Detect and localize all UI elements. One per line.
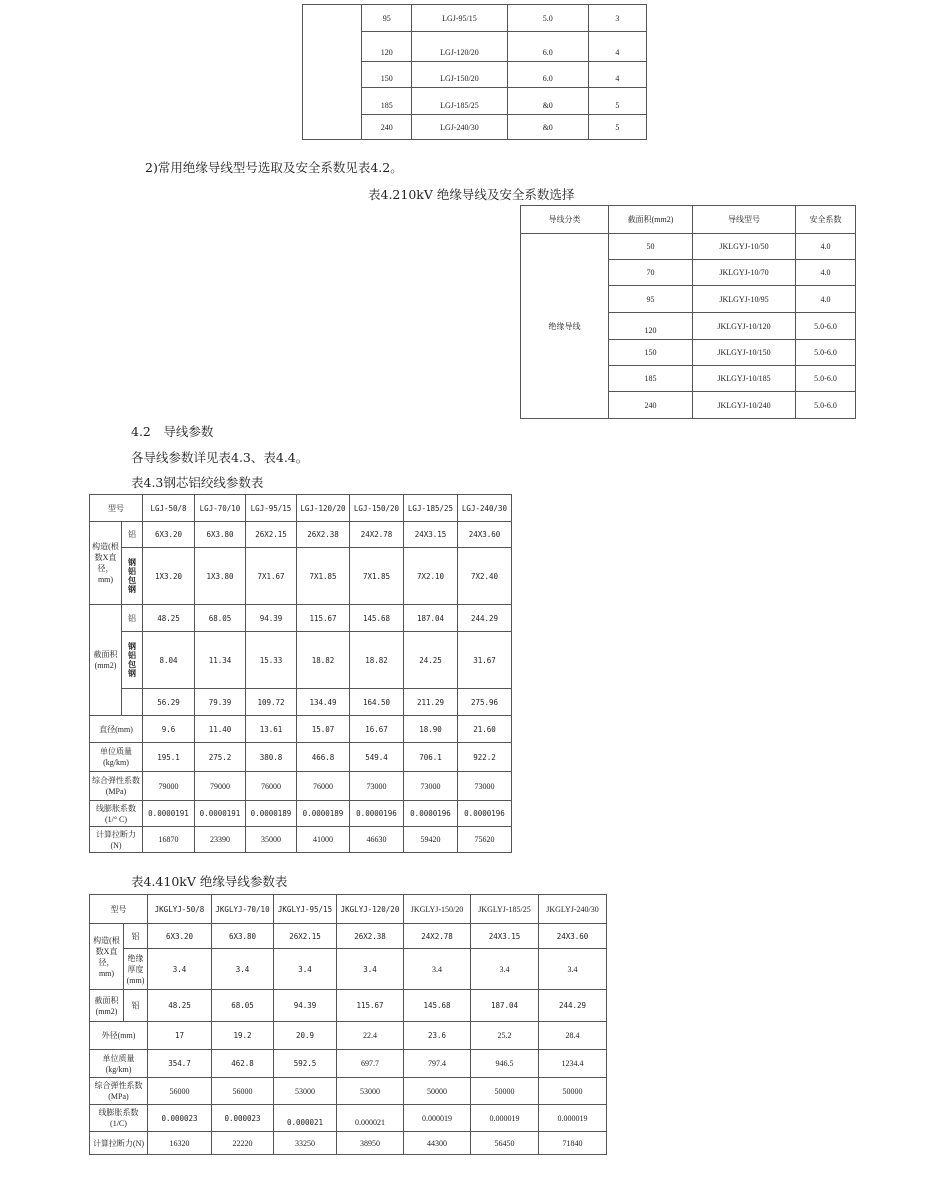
header-category: 导线分类	[521, 206, 609, 234]
cell: 3.4	[148, 949, 212, 990]
cell: 6.0	[507, 32, 588, 62]
cell: 0.000023	[212, 1105, 274, 1132]
empty-cell	[122, 689, 143, 716]
cell: 23.6	[404, 1022, 471, 1050]
model-name: JKGLYJ-240/30	[539, 895, 607, 924]
breaking-label: 计算拉断力(N)	[90, 827, 143, 853]
cell: 56000	[212, 1078, 274, 1105]
cell: 68.05	[195, 605, 246, 632]
cell: 53000	[337, 1078, 404, 1105]
cell: 244.29	[458, 605, 512, 632]
model-name: LGJ-185/25	[404, 495, 458, 522]
cell: 18.82	[297, 632, 350, 689]
cell: 0.0000191	[195, 801, 246, 827]
cell: 76000	[297, 772, 350, 801]
cell: 28.4	[539, 1022, 607, 1050]
cell: 50	[609, 234, 693, 260]
cell: 25.2	[471, 1022, 539, 1050]
section-heading: 4.2 导线参数	[131, 424, 214, 439]
cell: 73000	[458, 772, 512, 801]
cell: 24.25	[404, 632, 458, 689]
category-insulated: 绝缘导线	[521, 234, 609, 419]
cell: 1X3.20	[143, 548, 195, 605]
cell: 56.29	[143, 689, 195, 716]
cell: 16320	[148, 1132, 212, 1155]
acsr-parameter-table	[89, 494, 512, 853]
cell: 73000	[404, 772, 458, 801]
cell: 26X2.15	[246, 522, 297, 548]
paragraph-insulated-selection: 2)常用绝缘导线型号选取及安全系数见表4.2。	[145, 160, 403, 175]
cell: 120	[609, 313, 693, 340]
cell: 0.0000189	[297, 801, 350, 827]
mass-label: 单位质量(kg/km)	[90, 743, 143, 772]
cell: 13.61	[246, 716, 297, 743]
construction-label: 构造(根数X直径，mm)	[90, 522, 122, 605]
cell: 11.34	[195, 632, 246, 689]
cell: 35000	[246, 827, 297, 853]
cell: 0.0000189	[246, 801, 297, 827]
cell: 26X2.38	[337, 924, 404, 949]
model-label: 型号	[90, 495, 143, 522]
modulus-label: 综合弹性系数(MPa)	[90, 1078, 148, 1105]
diameter-label: 直径(mm)	[90, 716, 143, 743]
cell: JKLGYJ-10/150	[693, 340, 796, 366]
cell: 4	[588, 62, 646, 88]
cell: 73000	[350, 772, 404, 801]
cell: 6X3.20	[143, 522, 195, 548]
cell: 797.4	[404, 1050, 471, 1078]
cell: 17	[148, 1022, 212, 1050]
cell: 4	[588, 32, 646, 62]
model-name: JKGLYJ-70/10	[212, 895, 274, 924]
cell: 5.0-6.0	[796, 313, 856, 340]
cell: 19.2	[212, 1022, 274, 1050]
cell: 6.0	[507, 62, 588, 88]
cell: 6X3.20	[148, 924, 212, 949]
cell: 5.0	[507, 5, 588, 32]
cell: 95	[609, 286, 693, 313]
cell: 94.39	[246, 605, 297, 632]
cell: 79.39	[195, 689, 246, 716]
cell: JKLGYJ-10/95	[693, 286, 796, 313]
model-name: LGJ-70/10	[195, 495, 246, 522]
cell: 24X2.78	[350, 522, 404, 548]
aluminum-label: 铝	[122, 522, 143, 548]
cell: 20.9	[274, 1022, 337, 1050]
table-4-2-caption: 表4.210kV 绝缘导线及安全系数选择	[368, 187, 575, 202]
cell: 3.4	[404, 949, 471, 990]
cell: 946.5	[471, 1050, 539, 1078]
cell: LGJ-150/20	[412, 62, 507, 88]
cell: 3.4	[337, 949, 404, 990]
cell: 109.72	[246, 689, 297, 716]
cell: 244.29	[539, 990, 607, 1022]
cell: 79000	[195, 772, 246, 801]
cell: 7X1.67	[246, 548, 297, 605]
cell: 150	[362, 62, 412, 88]
cell: LGJ-185/25	[412, 88, 507, 115]
cell: 7X2.10	[404, 548, 458, 605]
cell: LGJ-95/15	[412, 5, 507, 32]
cell: LGJ-240/30	[412, 115, 507, 140]
cell: JKLGYJ-10/120	[693, 313, 796, 340]
cell: LGJ-120/20	[412, 32, 507, 62]
cell: JKLGYJ-10/70	[693, 260, 796, 286]
cell: 164.50	[350, 689, 404, 716]
cell: 18.82	[350, 632, 404, 689]
cell: 8.04	[143, 632, 195, 689]
cell: 0.000019	[471, 1105, 539, 1132]
cell: 187.04	[404, 605, 458, 632]
cell: 462.8	[212, 1050, 274, 1078]
cell: 15.33	[246, 632, 297, 689]
cell: 24X2.78	[404, 924, 471, 949]
cell: 50000	[404, 1078, 471, 1105]
cell: 21.60	[458, 716, 512, 743]
cell: 59420	[404, 827, 458, 853]
area-label: 截面积(mm2)	[90, 990, 124, 1022]
table-4-4-caption: 表4.410kV 绝缘导线参数表	[131, 874, 288, 889]
cell: 211.29	[404, 689, 458, 716]
cell: 145.68	[350, 605, 404, 632]
cell: 3.4	[212, 949, 274, 990]
cell: 24X3.15	[471, 924, 539, 949]
model-name: JKGLYJ-95/15	[274, 895, 337, 924]
cell: 3.4	[539, 949, 607, 990]
cell: 24X3.60	[458, 522, 512, 548]
cell: 7X1.85	[297, 548, 350, 605]
cell: 134.49	[297, 689, 350, 716]
insulated-parameter-table	[89, 894, 607, 1155]
cell: 7X2.40	[458, 548, 512, 605]
cell: 33250	[274, 1132, 337, 1155]
cell: 1234.4	[539, 1050, 607, 1078]
cell: 5	[588, 88, 646, 115]
cell: JKLGYJ-10/185	[693, 366, 796, 392]
model-name: LGJ-120/20	[297, 495, 350, 522]
cell: 95	[362, 5, 412, 32]
cell: 0.0000196	[404, 801, 458, 827]
cell: 3.4	[471, 949, 539, 990]
expansion-label: 线膨胀系数(1/C)	[90, 1105, 148, 1132]
cell: 185	[609, 366, 693, 392]
cell: &0	[507, 115, 588, 140]
cell: 380.8	[246, 743, 297, 772]
model-name: LGJ-150/20	[350, 495, 404, 522]
cell: 94.39	[274, 990, 337, 1022]
cell: 46630	[350, 827, 404, 853]
modulus-label: 综合弹性系数(MPa)	[90, 772, 143, 801]
cell: 354.7	[148, 1050, 212, 1078]
header-model: 导线型号	[693, 206, 796, 234]
cell: 79000	[143, 772, 195, 801]
cell: 549.4	[350, 743, 404, 772]
cell: 76000	[246, 772, 297, 801]
cell: 70	[609, 260, 693, 286]
cell: 592.5	[274, 1050, 337, 1078]
cell: 1X3.80	[195, 548, 246, 605]
cell: 240	[362, 115, 412, 140]
cell: 4.0	[796, 286, 856, 313]
cell: 275.96	[458, 689, 512, 716]
cell: 56000	[148, 1078, 212, 1105]
cell: 5.0-6.0	[796, 340, 856, 366]
aluminum-label: 铝	[124, 990, 148, 1022]
cell: JKLGYJ-10/50	[693, 234, 796, 260]
cell: 5.0-6.0	[796, 366, 856, 392]
cell: JKLGYJ-10/240	[693, 392, 796, 419]
model-name: JKGLYJ-120/20	[337, 895, 404, 924]
cell: 48.25	[143, 605, 195, 632]
cell: 41000	[297, 827, 350, 853]
cell: 6X3.80	[195, 522, 246, 548]
cell: 466.8	[297, 743, 350, 772]
mass-label: 单位质量(kg/km)	[90, 1050, 148, 1078]
cell: 5	[588, 115, 646, 140]
model-name: JKGLYJ-185/25	[471, 895, 539, 924]
cell: 922.2	[458, 743, 512, 772]
cell: 50000	[471, 1078, 539, 1105]
model-name: LGJ-50/8	[143, 495, 195, 522]
cell: 68.05	[212, 990, 274, 1022]
cell: 22220	[212, 1132, 274, 1155]
cell: 185	[362, 88, 412, 115]
model-name: JKGLYJ-50/8	[148, 895, 212, 924]
cell: 115.67	[297, 605, 350, 632]
category-cell	[303, 5, 362, 140]
construction-label: 构造(根数X直径，mm)	[90, 924, 124, 990]
model-name: JKGLYJ-150/20	[404, 895, 471, 924]
cell: 240	[609, 392, 693, 419]
area-label: 截面积(mm2)	[90, 605, 122, 716]
cell: 187.04	[471, 990, 539, 1022]
cell: 115.67	[337, 990, 404, 1022]
cell: 38950	[337, 1132, 404, 1155]
model-name: LGJ-95/15	[246, 495, 297, 522]
cell: 697.7	[337, 1050, 404, 1078]
outer-diameter-label: 外径(mm)	[90, 1022, 148, 1050]
cell: 16.67	[350, 716, 404, 743]
cell: 16870	[143, 827, 195, 853]
aluminum-label: 铝	[122, 605, 143, 632]
cell: 44300	[404, 1132, 471, 1155]
aluminum-label: 铝	[124, 924, 148, 949]
cell: 75620	[458, 827, 512, 853]
cell: 4.0	[796, 260, 856, 286]
steel-label	[122, 548, 143, 605]
cell: 6X3.80	[212, 924, 274, 949]
expansion-label: 线膨胀系数(1/° C)	[90, 801, 143, 827]
cell: 48.25	[148, 990, 212, 1022]
cell: 0.000023	[148, 1105, 212, 1132]
model-label: 型号	[90, 895, 148, 924]
model-name: LGJ-240/30	[458, 495, 512, 522]
cell: 3	[588, 5, 646, 32]
header-area: 截面积(mm2)	[609, 206, 693, 234]
cell: 195.1	[143, 743, 195, 772]
cell: 0.0000191	[143, 801, 195, 827]
cell: 0.000021	[337, 1105, 404, 1132]
cell: 56450	[471, 1132, 539, 1155]
cell: 3.4	[274, 949, 337, 990]
cell: 706.1	[404, 743, 458, 772]
insulated-safety-table	[520, 205, 856, 419]
cell: 26X2.15	[274, 924, 337, 949]
steel-label-text: 钢铝包钢	[128, 641, 136, 678]
cell: 26X2.38	[297, 522, 350, 548]
cell: 15.07	[297, 716, 350, 743]
cell: 0.000019	[539, 1105, 607, 1132]
cell: 0.0000196	[350, 801, 404, 827]
steel-core-safety-table-continued	[302, 4, 647, 140]
cell: 5.0-6.0	[796, 392, 856, 419]
cell: 11.40	[195, 716, 246, 743]
cell: 22.4	[337, 1022, 404, 1050]
cell: 120	[362, 32, 412, 62]
cell: 275.2	[195, 743, 246, 772]
cell: 150	[609, 340, 693, 366]
cell: 50000	[539, 1078, 607, 1105]
cell: 9.6	[143, 716, 195, 743]
cell: 0.000021	[274, 1105, 337, 1132]
cell: 4.0	[796, 234, 856, 260]
cell: 53000	[274, 1078, 337, 1105]
table-4-3-caption: 表4.3钢芯铝绞线参数表	[131, 475, 264, 490]
cell: 31.67	[458, 632, 512, 689]
steel-label-text: 钢铝包钢	[128, 557, 136, 594]
cell: 18.90	[404, 716, 458, 743]
breaking-label: 计算拉断力(N)	[90, 1132, 148, 1155]
cell: 145.68	[404, 990, 471, 1022]
cell: 71840	[539, 1132, 607, 1155]
cell: 23390	[195, 827, 246, 853]
paragraph-parameters: 各导线参数详见表4.3、表4.4。	[131, 450, 309, 465]
cell: 7X1.85	[350, 548, 404, 605]
cell: 24X3.15	[404, 522, 458, 548]
cell: 0.0000196	[458, 801, 512, 827]
insulation-label: 绝缘厚度(mm)	[124, 949, 148, 990]
cell: 24X3.60	[539, 924, 607, 949]
header-safety-factor: 安全系数	[796, 206, 856, 234]
steel-label	[122, 632, 143, 689]
cell: 0.000019	[404, 1105, 471, 1132]
cell: &0	[507, 88, 588, 115]
